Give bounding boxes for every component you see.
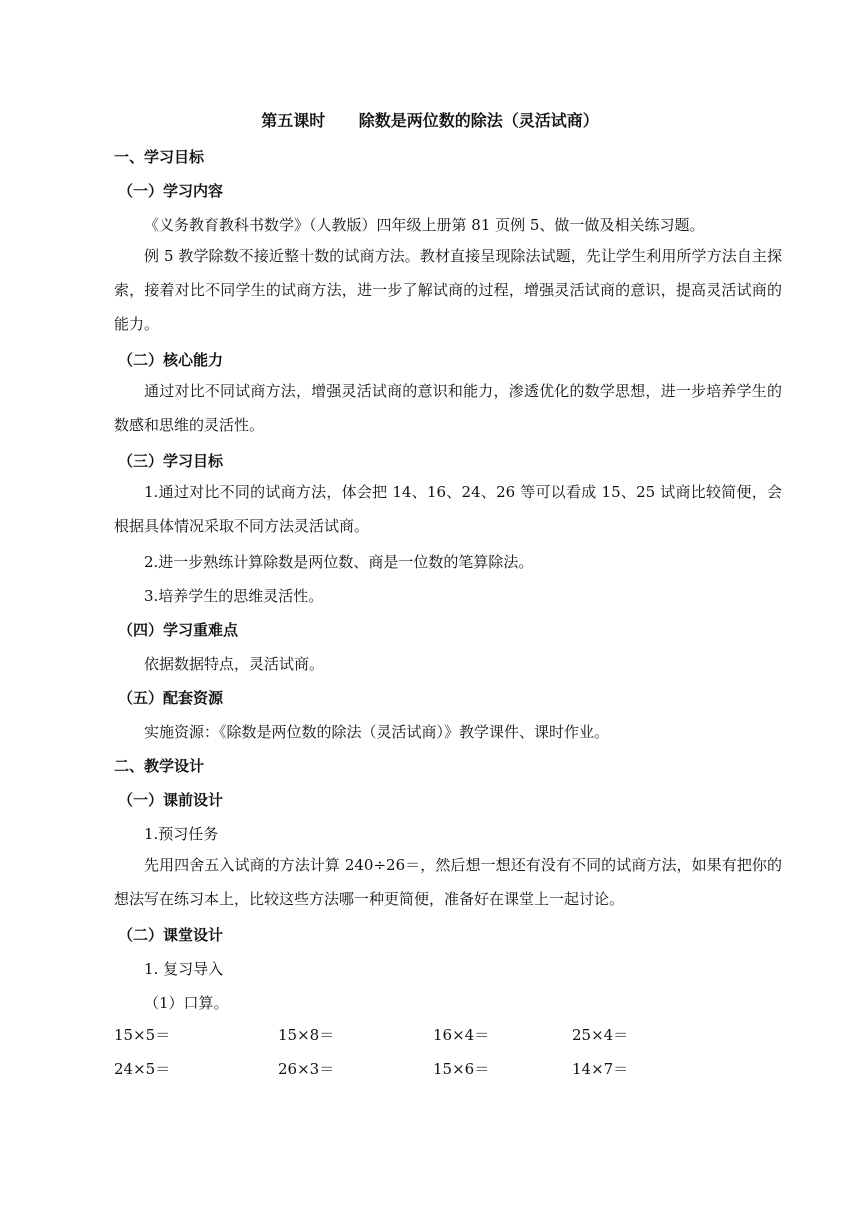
- oral-calc-item: 15×6＝: [433, 1060, 490, 1078]
- subheading-learning-content: （一）学习内容: [118, 182, 224, 200]
- oral-calc-item: 15×8＝: [278, 1026, 335, 1044]
- paragraph-learning-content: 《义务教育教科书数学》（人教版）四年级上册第 81 页例 5、做一做及相关练习题。: [144, 216, 705, 234]
- paragraph-core-ability: 通过对比不同试商方法，增强灵活试商的意识和能力，渗透优化的数学思想，进一步培养学生的数感和思维的灵活性。: [114, 382, 782, 434]
- subheading-pre-class-design: （一）课前设计: [118, 791, 224, 809]
- page-title: [0, 108, 860, 131]
- oral-calc-item: 16×4＝: [433, 1026, 490, 1044]
- section-heading-learning-goals: 一、学习目标: [114, 148, 205, 166]
- subheading-learning-objectives: （三）学习目标: [118, 452, 224, 470]
- oral-calc-item: 14×7＝: [572, 1060, 629, 1078]
- paragraph-preview-task: 先用四舍五入试商的方法计算 240÷26＝，然后想一想还有没有不同的试商方法，如果有把你的想法写在练习本上，比较这些方法哪一种更简便，准备好在课堂上一起讨论。: [114, 856, 782, 908]
- objective-item-3: 3.培养学生的思维灵活性。: [144, 587, 324, 605]
- subheading-classroom-design: （二）课堂设计: [118, 926, 224, 944]
- paragraph-key-difficulty: 依据数据特点，灵活试商。: [144, 655, 325, 673]
- subheading-core-ability: （二）核心能力: [118, 351, 224, 369]
- preview-task-heading: 1.预习任务: [144, 825, 219, 843]
- oral-calc-item: 24×5＝: [114, 1060, 171, 1078]
- review-intro-heading: 1. 复习导入: [144, 960, 224, 978]
- paragraph-resources: 实施资源：《除数是两位数的除法（灵活试商）》教学课件、课时作业。: [144, 723, 610, 741]
- subheading-resources: （五）配套资源: [118, 689, 224, 707]
- lesson-number: 第五课时: [261, 111, 326, 130]
- oral-calc-item: 25×4＝: [572, 1026, 629, 1044]
- subheading-key-difficulty: （四）学习重难点: [118, 621, 239, 639]
- lesson-topic: 除数是两位数的除法（灵活试商）: [358, 111, 599, 130]
- oral-calc-item: 26×3＝: [278, 1060, 335, 1078]
- title-gap: [325, 111, 358, 130]
- objective-item-2: 2.进一步熟练计算除数是两位数、商是一位数的笔算除法。: [144, 553, 534, 571]
- section-heading-teaching-design: 二、教学设计: [114, 757, 205, 775]
- paragraph-example-5: 例 5 教学除数不接近整十数的试商方法。教材直接呈现除法试题，先让学生利用所学方法自主探索，接着对比不同学生的试商方法，进一步了解试商的过程，增强灵活试商的意识，提高灵活试商的能力。: [114, 247, 782, 333]
- objective-item-1: 1.通过对比不同的试商方法，体会把 14、16、24、26 等可以看成 15、25 试商比较简便，会根据具体情况采取不同方法灵活试商。: [114, 483, 782, 535]
- oral-calc-item: 15×5＝: [114, 1026, 171, 1044]
- oral-calculation-label: （1）口算。: [144, 994, 229, 1012]
